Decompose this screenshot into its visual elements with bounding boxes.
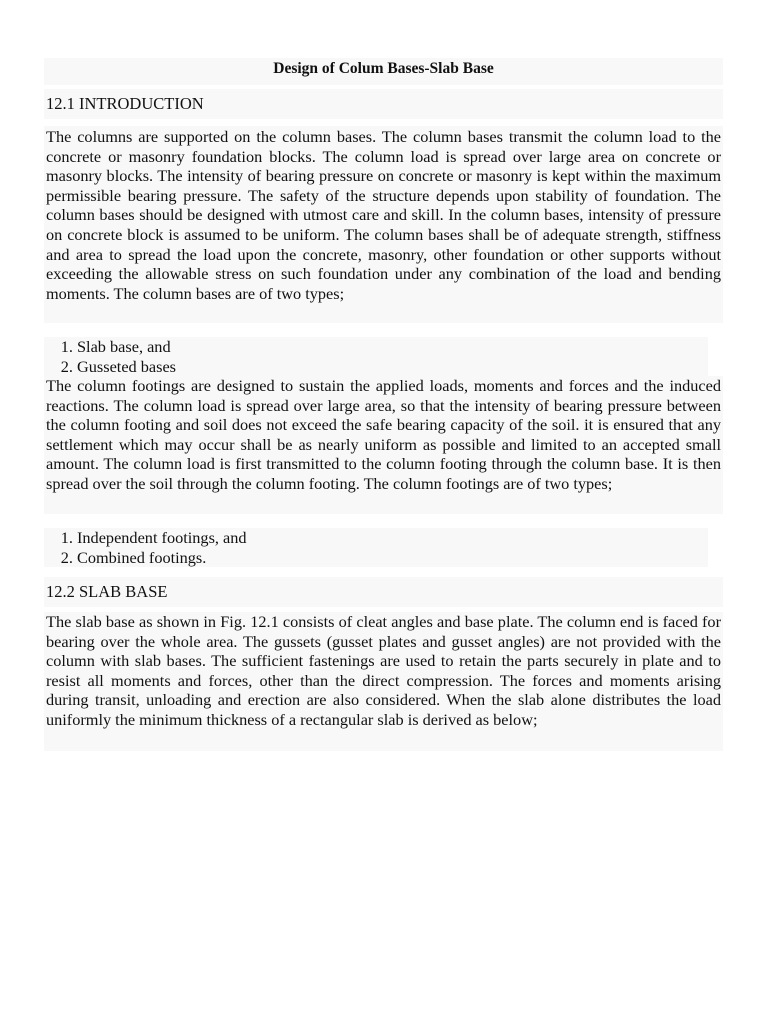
section-heading-introduction: 12.1 INTRODUCTION: [46, 94, 204, 113]
list-item: 2. Gusseted bases: [77, 357, 708, 377]
list-block: [44, 337, 708, 376]
list-item: 1. Independent footings, and: [77, 528, 708, 548]
section-heading-block: [44, 89, 723, 119]
column-base-types-list: [44, 337, 708, 376]
paragraph-block: [44, 126, 723, 323]
list-block: [44, 528, 708, 567]
list-item: 2. Combined footings.: [77, 548, 708, 568]
document-title: Design of Colum Bases-Slab Base: [273, 60, 494, 77]
section-heading-slab-base: 12.2 SLAB BASE: [46, 582, 168, 601]
paragraph-column-bases: The columns are supported on the column bases. The column bases transmit the column load to the concrete or masonry foundation blocks. The column load is spread over large area on concrete or masonry blocks. The intensity of bearing pressure on concrete or masonry is kept within the maximum permissible bearing pressure. The safety of the structure depends upon stability of foundation. The column bases should be designed with utmost care and skill. In the column bases, intensity of pressure on concrete block is assumed to be uniform. The column bases shall be of adequate strength, stiffness and area to spread the load upon the concrete, masonry, other foundation or other supports without exceeding the allowable stress on such foundation under any combination of the load and bending moments. The column bases are of two types;: [46, 127, 721, 303]
section-heading-block: [44, 577, 723, 607]
paragraph-block: [44, 612, 723, 751]
title-block: [44, 58, 723, 85]
list-item: 1. Slab base, and: [77, 337, 708, 357]
paragraph-block: [44, 376, 723, 514]
paragraph-slab-base: The slab base as shown in Fig. 12.1 consists of cleat angles and base plate. The column end is faced for bearing over the whole area. The gussets (gusset plates and gusset angles) are not provided with the column with slab bases. The sufficient fastenings are used to retain the parts securely in plate and to resist all moments and forces, other than the direct compression. The forces and moments arising during transit, unloading and erection are also considered. When the slab alone distributes the load uniformly the minimum thickness of a rectangular slab is derived as below;: [46, 612, 721, 729]
paragraph-column-footings: The column footings are designed to sustain the applied loads, moments and forces and the induced reactions. The column load is spread over large area, so that the intensity of bearing pressure between the column footing and soil does not exceed the safe bearing capacity of the soil. it is ensured that any settlement which may occur shall be as nearly uniform as possible and limited to an accepted small amount. The column load is first transmitted to the column footing through the column base. It is then spread over the soil through the column footing. The column footings are of two types;: [46, 376, 721, 493]
footing-types-list: [44, 528, 708, 567]
